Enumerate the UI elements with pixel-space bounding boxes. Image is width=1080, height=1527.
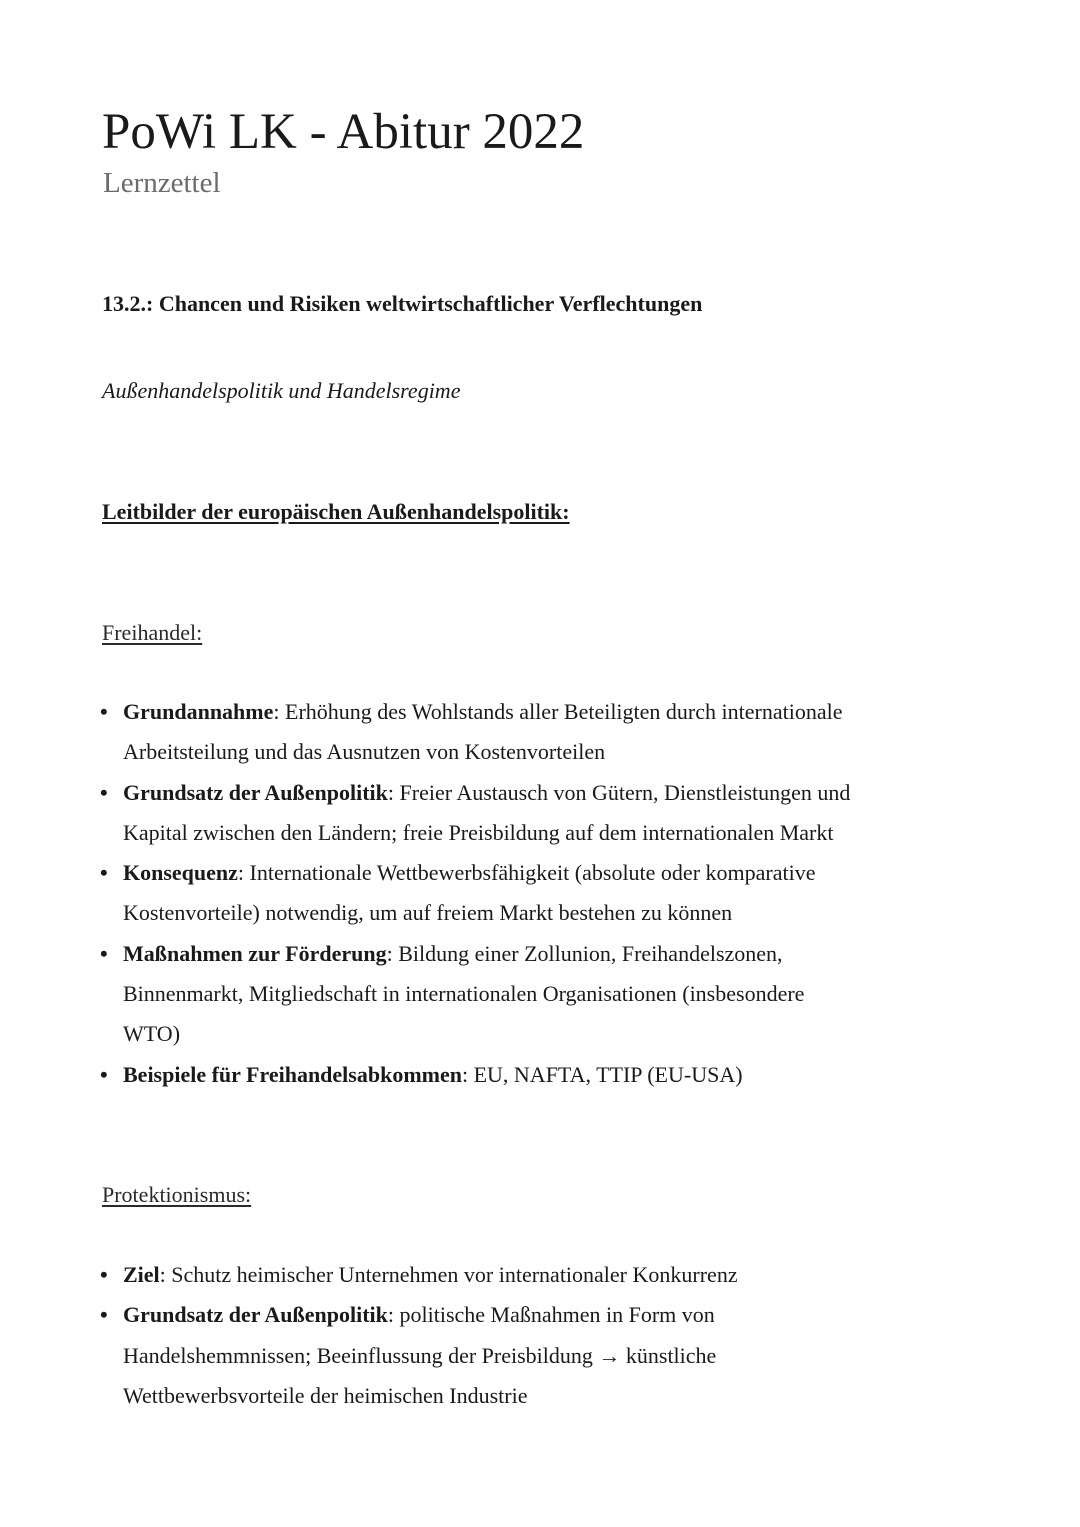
list-item-text: : EU, NAFTA, TTIP (EU-USA) — [461, 1061, 743, 1087]
list-item-text: : Erhöhung des Wohlstands aller Beteiligten durch internationale — [273, 699, 843, 724]
bullet-icon: • — [100, 699, 108, 724]
list-item-term: Beispiele für Freihandelsabkommen — [123, 1061, 462, 1087]
list-item-line: Binnenmarkt, Mitgliedschaft in internationalen Organisationen (insbesondere — [123, 981, 805, 1007]
list-item-text: : Internationale Wettbewerbsfähigkeit (absolute oder komparative — [237, 860, 816, 886]
bullet-icon: • — [100, 779, 108, 805]
document-title: PoWi LK - Abitur 2022 — [102, 104, 585, 160]
list-item — [100, 692, 980, 773]
list-item — [100, 773, 980, 854]
list-item-line: WTO) — [123, 1021, 181, 1047]
list-item-line: Handelshemmnissen; Beeinflussung der Preisbildung → künstliche — [123, 1342, 717, 1368]
list-item-line — [123, 773, 980, 813]
list-item-line: Kostenvorteile) notwendig, um auf freiem Markt bestehen zu können — [123, 900, 733, 926]
list-item-term: Maßnahmen zur Förderung — [123, 940, 387, 966]
bullet-icon: • — [100, 1302, 108, 1328]
list-item-line — [123, 853, 980, 893]
list-item — [100, 1055, 980, 1095]
list-item-line: Wettbewerbsvorteile der heimischen Industrie — [123, 1382, 528, 1408]
list-item-term: Grundannahme — [123, 699, 274, 724]
list-item-text: : Schutz heimischer Unternehmen vor internationaler Konkurrenz — [159, 1262, 738, 1287]
list-item-line: Kapital zwischen den Ländern; freie Preisbildung auf dem internationalen Markt — [123, 819, 834, 845]
freihandel-list — [100, 692, 980, 1095]
list-item-term: Grundsatz der Außenpolitik — [123, 1302, 388, 1328]
protektionismus-heading: Protektionismus: — [102, 1182, 252, 1207]
list-item-line — [123, 692, 980, 732]
list-item-text: : politische Maßnahmen in Form von — [387, 1302, 715, 1328]
list-item-text: : Bildung einer Zollunion, Freihandelszonen, — [386, 940, 783, 966]
section-heading: 13.2.: Chancen und Risiken weltwirtschaftlicher Verflechtungen — [102, 291, 703, 316]
freihandel-heading: Freihandel: — [102, 620, 203, 645]
bullet-icon: • — [100, 940, 108, 966]
topic-heading: Außenhandelspolitik und Handelsregime — [102, 378, 461, 403]
list-item — [100, 1255, 980, 1295]
list-item-line — [123, 1255, 980, 1295]
list-item-line — [123, 1055, 980, 1095]
list-item-text: : Freier Austausch von Gütern, Dienstleistungen und — [387, 779, 851, 805]
list-item — [100, 934, 980, 1055]
bullet-icon: • — [100, 1061, 108, 1087]
list-item — [100, 853, 980, 934]
list-item-line: Arbeitsteilung und das Ausnutzen von Kostenvorteilen — [123, 739, 606, 765]
bullet-icon: • — [100, 860, 108, 886]
list-item-term: Ziel — [123, 1262, 160, 1287]
list-item-line — [123, 1295, 980, 1335]
list-item-term: Konsequenz — [123, 860, 238, 886]
main-heading: Leitbilder der europäischen Außenhandelspolitik: — [102, 499, 570, 524]
list-item-line — [123, 934, 980, 974]
protektionismus-list — [100, 1255, 980, 1416]
list-item — [100, 1295, 980, 1416]
list-item-term: Grundsatz der Außenpolitik — [123, 779, 388, 805]
document-subtitle: Lernzettel — [103, 167, 221, 199]
bullet-icon: • — [100, 1262, 108, 1287]
